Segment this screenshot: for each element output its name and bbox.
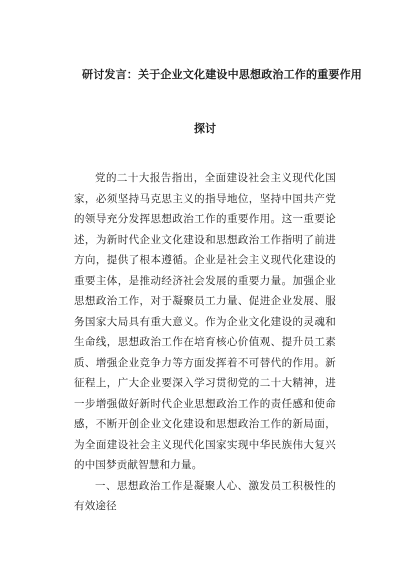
document-subtitle: 探讨 [194, 122, 216, 135]
section-heading-1: 一、思想政治工作是凝聚人心、激发员工积极性的有效途径 [74, 479, 336, 512]
paragraph-intro: 党的二十大报告指出，全面建设社会主义现代化国家，必须坚持马克思主义的指导地位，坚持中国共产党的领导充分发挥思想政治工作的重要作用。这一重要论述，为新时代企业文化建设和思想政治工作指明了前进方向，提供了根本遵循。企业是社会主义现代化建设的重要主体，是推动经济社会发展的重要力量。加强企业思想政治工作，对于凝聚员工力量、促进企业发展、服务国家大局具有重大意义。作为企业文化建设的灵魂和生命线，思想政治工作在培育核心价值观、提升员工素质、增强企业竞争力等方面发挥着不可替代的作用。新征程上，广大企业要深入学习贯彻党的二十大精神，进一步增强做好新时代企业思想政治工作的责任感和使命感，不断开创企业文化建设和思想政治工作的新局面，为全面建设社会主义现代化国家实现中华民族伟大复兴的中国梦贡献智慧和力量。 [74, 172, 336, 471]
document-body [74, 168, 336, 517]
document-title: 研讨发言：关于企业文化建设中思想政治工作的重要作用 [82, 68, 362, 81]
